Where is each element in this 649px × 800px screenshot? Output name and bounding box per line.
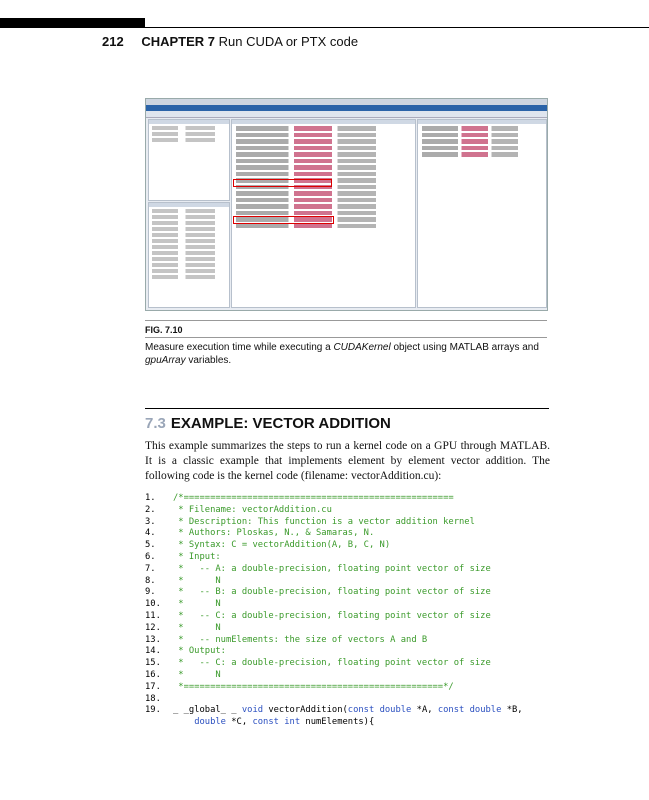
line-number: 3.	[145, 516, 156, 527]
line-number: 15.	[145, 658, 161, 669]
code-token: * N	[173, 575, 221, 586]
code-token: /*===================================================	[173, 493, 454, 503]
code-line	[145, 587, 491, 599]
code-token: *C,	[225, 717, 253, 728]
code-text	[173, 635, 427, 647]
code-token: * Syntax: C = vectorAddition(A, B, C, N)	[173, 540, 391, 551]
code-token: *B,	[501, 705, 523, 716]
line-number: 10.	[145, 599, 161, 610]
code-token: const double	[347, 705, 412, 716]
code-text	[173, 552, 221, 564]
body-paragraph: This example summarizes the steps to run a kernel code on a GPU through MATLAB. It is a classic example that implements element by element vector addition. The following code is the kernel code (filename: vectorAddition.cu):	[145, 440, 550, 482]
line-number: 6.	[145, 551, 156, 562]
timing-highlight-box	[233, 216, 334, 224]
code-token: *A,	[411, 705, 438, 716]
line-number: 7.	[145, 563, 156, 574]
code-token: * -- B: a double-precision, floating point vector of size	[173, 587, 491, 598]
code-line	[145, 551, 221, 564]
code-line	[145, 599, 221, 611]
section-title: EXAMPLE: VECTOR ADDITION	[170, 415, 391, 432]
code-token: * -- A: a double-precision, floating point vector of size	[173, 563, 491, 574]
code-text	[173, 717, 374, 729]
line-number: 8.	[145, 575, 156, 586]
chapter-label: CHAPTER 7	[141, 34, 216, 49]
code-token: * N	[173, 599, 221, 610]
line-number: 1.	[145, 493, 156, 503]
code-text	[173, 682, 454, 694]
code-text	[173, 493, 454, 505]
code-token: void	[241, 705, 264, 716]
code-text	[173, 517, 475, 529]
line-number: 18.	[145, 693, 161, 704]
workspace-panel	[148, 202, 230, 308]
matlab-screenshot	[145, 98, 548, 311]
code-token: const int	[252, 717, 301, 728]
code-text	[173, 564, 491, 576]
page-number: 212	[102, 34, 124, 49]
line-number: 4.	[145, 528, 156, 539]
code-text	[173, 670, 221, 682]
code-token: * N	[173, 669, 221, 680]
code-line	[145, 622, 221, 635]
code-line	[145, 681, 454, 694]
code-token	[173, 717, 194, 727]
code-line	[145, 658, 491, 670]
line-number: 9.	[145, 587, 156, 598]
code-line	[145, 669, 221, 682]
code-text	[173, 599, 221, 611]
code-line	[145, 504, 332, 517]
code-token: * -- C: a double-precision, floating point vector of size	[173, 658, 491, 669]
code-line	[145, 516, 475, 529]
code-token: numElements){	[300, 717, 375, 728]
code-text	[173, 540, 390, 552]
code-text	[173, 705, 523, 717]
line-number: 13.	[145, 634, 161, 645]
code-token: * Authors: Ploskas, N., & Samaras, N.	[173, 528, 375, 539]
code-text	[173, 658, 491, 670]
command-window-panel	[231, 119, 416, 308]
code-text	[173, 576, 221, 588]
code-line	[145, 717, 375, 729]
code-token: * -- numElements: the size of vectors A and B	[173, 634, 428, 645]
header-rule	[145, 27, 649, 28]
line-number: 2.	[145, 504, 156, 515]
figure-top-rule	[145, 320, 547, 321]
code-token: * N	[173, 622, 221, 633]
code-token: * Description: This function is a vector addition kernel	[173, 516, 475, 527]
code-text	[173, 587, 491, 599]
code-line	[145, 705, 523, 717]
code-token: *=================================================*/	[173, 681, 454, 692]
editor-panel	[417, 119, 547, 308]
code-token: * Filename: vectorAddition.cu	[173, 504, 332, 515]
code-token: * Input:	[173, 551, 221, 562]
line-number: 12.	[145, 622, 161, 633]
code-token: const double	[437, 705, 502, 716]
code-line	[145, 540, 391, 552]
code-token: * -- C: a double-precision, floating point vector of size	[173, 610, 491, 621]
line-number: 17.	[145, 681, 161, 692]
code-listing	[145, 493, 523, 729]
matlab-toolbar	[146, 111, 547, 118]
timing-highlight-box	[233, 179, 332, 187]
code-line	[145, 610, 491, 623]
code-text	[173, 623, 221, 635]
code-line	[145, 575, 221, 588]
current-folder-panel	[148, 119, 230, 201]
section-number: 7.3	[145, 415, 166, 432]
running-header	[102, 34, 358, 49]
header-bar	[0, 18, 145, 28]
section-heading	[145, 415, 391, 432]
code-line	[145, 694, 173, 706]
section-rule	[145, 408, 549, 409]
line-number: 5.	[145, 540, 156, 551]
code-text	[173, 528, 374, 540]
code-text	[173, 646, 226, 658]
chapter-title: Run CUDA or PTX code	[218, 34, 359, 49]
code-text	[173, 505, 332, 517]
code-line	[145, 493, 454, 505]
code-line	[145, 528, 375, 540]
code-line	[145, 634, 428, 647]
code-line	[145, 646, 226, 658]
code-line	[145, 563, 491, 576]
line-number: 11.	[145, 610, 161, 621]
line-number: 16.	[145, 669, 161, 680]
code-token: double	[194, 717, 226, 728]
line-number: 19.	[145, 705, 161, 716]
code-text	[173, 611, 491, 623]
code-token: * Output:	[173, 646, 226, 657]
code-token: vectorAddition(	[263, 705, 348, 716]
caption-rule	[145, 337, 547, 338]
figure-caption: Measure execution time while executing a CUDAKernel object using MATLAB arrays and gpuArray variables.	[145, 342, 539, 366]
code-token: _ _global_ _	[173, 705, 242, 716]
line-number: 14.	[145, 646, 161, 657]
figure-label: FIG. 7.10	[145, 325, 183, 335]
